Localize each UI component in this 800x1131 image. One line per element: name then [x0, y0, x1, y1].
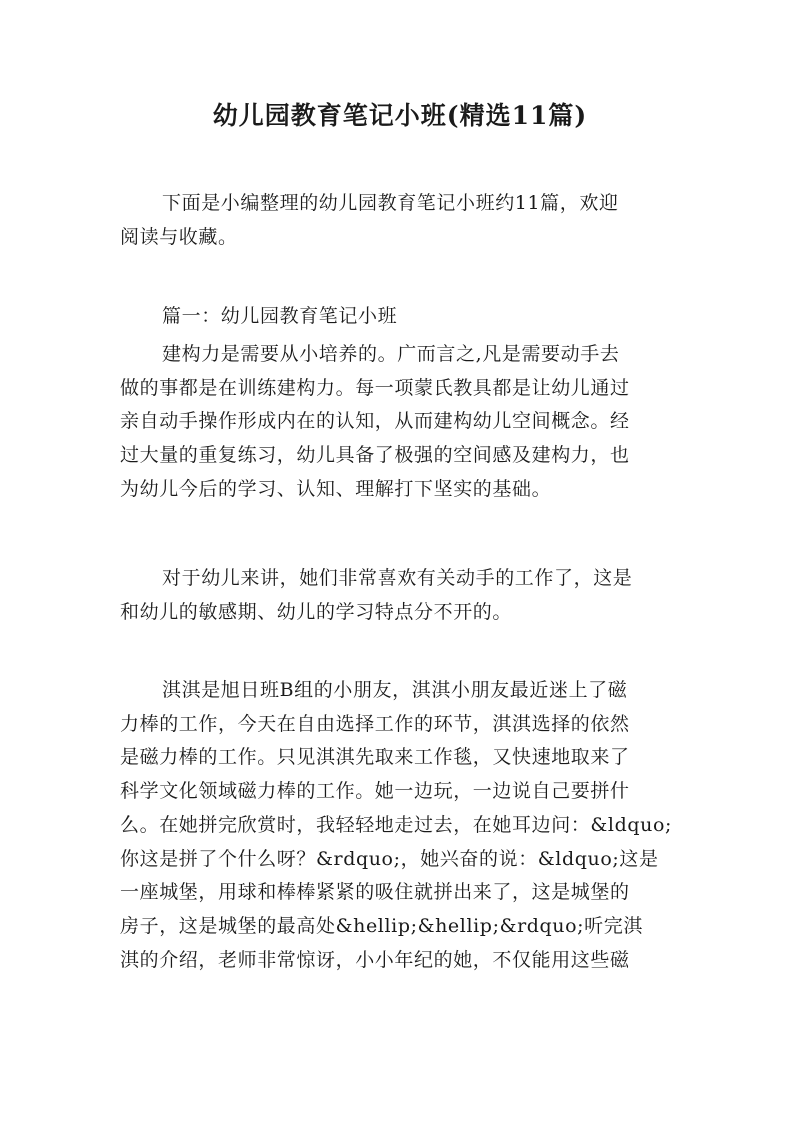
text-line: 一座城堡，用球和棒棒紧紧的吸住就拼出来了，这是城堡的: [120, 881, 630, 904]
text-line: 是磁力棒的工作。只见淇淇先取来工作毯，又快速地取来了: [120, 746, 630, 769]
text-line: 淇淇是旭日班B组的小朋友，淇淇小朋友最近迷上了磁: [162, 679, 628, 701]
section-heading: 篇一：幼儿园教育笔记小班: [162, 305, 398, 327]
text-line: 淇的介绍，老师非常惊讶，小小年纪的她，不仅能用这些磁: [120, 948, 630, 971]
intro-paragraph: [120, 187, 682, 254]
text-line: 做的事都是在训练建构力。每一项蒙氏教具都是让幼儿通过: [120, 376, 630, 399]
text-line: 对于幼儿来讲，她们非常喜欢有关动手的工作了，这是: [162, 567, 633, 589]
text-line: 建构力是需要从小培养的。广而言之,凡是需要动手去: [162, 343, 620, 365]
paragraph-3: [120, 674, 682, 977]
text-line: 么。在她拼完欣赏时，我轻轻地走过去，在她耳边问：&ldquo;: [120, 813, 672, 836]
text-line: 科学文化领域磁力棒的工作。她一边玩，一边说自己要拼什: [120, 780, 630, 803]
text-line: 和幼儿的敏感期、幼儿的学习特点分不开的。: [120, 600, 513, 623]
text-line: 为幼儿今后的学习、认知、理解打下坚实的基础。: [120, 477, 552, 500]
text-line: 亲自动手操作形成内在的认知，从而建构幼儿空间概念。经: [120, 410, 630, 433]
text-line: 你这是拼了个什么呀？&rdquo;，她兴奋的说：&ldquo;这是: [120, 847, 659, 870]
text-line: 下面是小编整理的幼儿园教育笔记小班约11篇，欢迎: [162, 192, 619, 214]
text-line: 阅读与收藏。: [120, 225, 238, 248]
text-line: 房子，这是城堡的最高处&hellip;&hellip;&rdquo;听完淇: [120, 914, 643, 937]
paragraph-1: [120, 338, 682, 507]
paragraph-2: [120, 562, 682, 629]
document-title: 幼儿园教育笔记小班(精选11篇): [212, 101, 588, 130]
text-line: 力棒的工作，今天在自由选择工作的环节，淇淇选择的依然: [120, 712, 630, 735]
text-line: 过大量的重复练习，幼儿具备了极强的空间感及建构力，也: [120, 444, 630, 467]
